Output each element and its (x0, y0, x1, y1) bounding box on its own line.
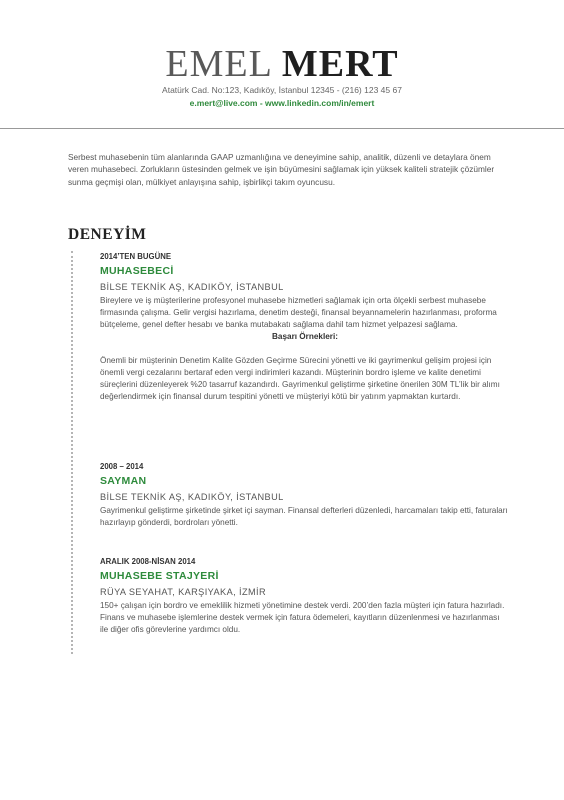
job-title: MUHASEBECİ (100, 265, 174, 277)
header-divider (0, 128, 564, 129)
job-company: RÜYA SEYAHAT, KARŞIYAKA, İZMİR (100, 587, 267, 597)
job-title: MUHASEBE STAJYERİ (100, 570, 219, 582)
timeline-dotted-line (71, 251, 73, 654)
contact-line[interactable]: e.mert@live.com - www.linkedin.com/in/emert (189, 98, 375, 108)
achievements-text: Önemli bir müşterinin Denetim Kalite Gözden Geçirme Sürecini yönetti ve iki gayrimenkul gelişim projesi için önemli vergi cezalarını bertaraf eden vergi indirimleri kazandı. Müşterinin bordro işleme ve kalite denetimi süreçlerini düzenleyerek %20 tasarruf kazandırdı. Gayrimenkul geliştirme şirketine önerilen 30M TL’lik bir alımı değerlendirmek için finansal durum tespitini yönetti ve müşteriyi kötü bir yatırım yapmaktan kurtardı. (100, 356, 500, 401)
experience-heading: DENEYİM (68, 226, 147, 243)
last-name: MERT (281, 43, 399, 85)
job-entry (100, 461, 510, 529)
job-title: SAYMAN (100, 475, 147, 487)
job-company: BİLSE TEKNİK AŞ, KADIKÖY, İSTANBUL (100, 282, 284, 292)
profile-summary: Serbest muhasebenin tüm alanlarında GAAP uzmanlığına ve deneyimine sahip, analitik, düzenli ve detaylara önem veren muhasebeci. Zorlukların üstesinden gelmek ve işin büyümesini sağlamak için yüksek kaliteli stratejik çözümler sunma geçmişi olan, mülkiyet anlayışına sahip, işbirlikçi takım oyuncusu. (68, 152, 495, 187)
job-company: BİLSE TEKNİK AŞ, KADIKÖY, İSTANBUL (100, 492, 284, 502)
job-description: Bireylere ve iş müşterilerine profesyonel muhasebe hizmetleri sağlamak için orta ölçekli serbest muhasebe firmasında çalışma. Gelir vergisi hazırlama, denetim desteği, finansal beyannamelerin hazırlanması, proforma bütçeleme, genel defter hesabı ve banka mutabakatı sağlama dahil tam hizmet yelpazesi sağlama. (100, 296, 497, 329)
first-name: EMEL (165, 43, 272, 85)
job-date: 2014’TEN BUGÜNE (100, 252, 172, 261)
address-line: Atatürk Cad. No:123, Kadıköy, İstanbul 12345 - (216) 123 45 67 (162, 85, 402, 95)
job-entry (100, 556, 510, 636)
achievements-heading: Başarı Örnekleri: (272, 332, 338, 341)
job-date: 2008 – 2014 (100, 462, 144, 471)
job-description: Gayrimenkul geliştirme şirketinde şirket içi sayman. Finansal defterleri düzenledi, harcamaları takip etti, faturaları hazırlayıp gönderdi, bordroları yönetti. (100, 506, 508, 527)
job-entry (100, 251, 510, 403)
job-description: 150+ çalışan için bordro ve emeklilik hizmeti yönetimine destek verdi. 200’den fazla müşteri için fatura hazırladı. Finans ve muhasebe işlemlerine destek vermek için fatura ödemeleri, kayıtların düzenlenmesi ve hazırlanması ile diğer ofis görevlerine yardımcı oldu. (100, 601, 505, 634)
job-date: ARALIK 2008-NİSAN 2014 (100, 557, 196, 566)
candidate-name (0, 44, 564, 84)
